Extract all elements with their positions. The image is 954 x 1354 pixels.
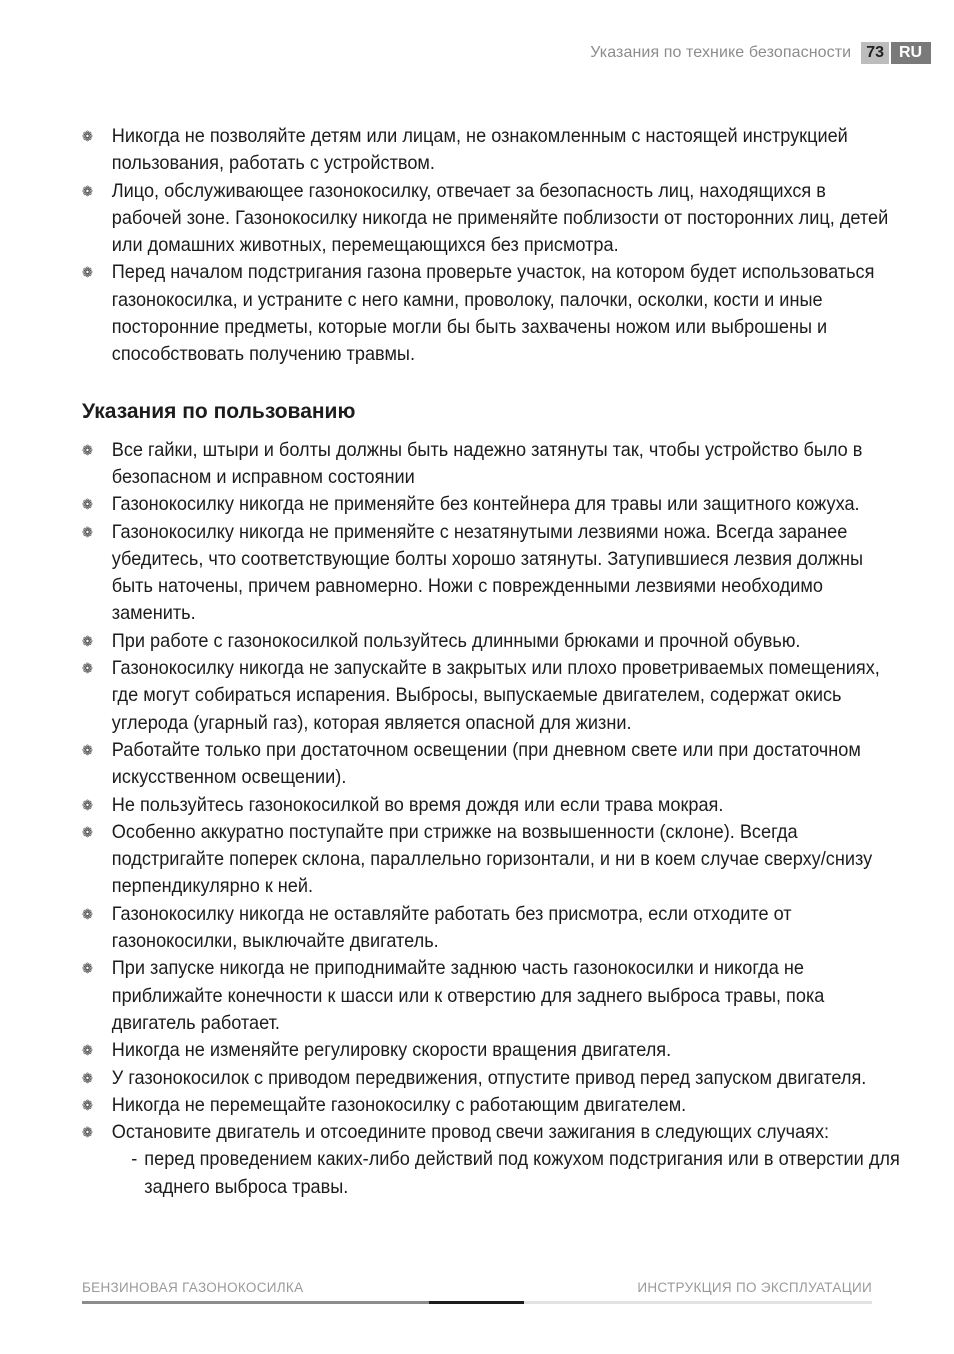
footer-rule-left	[82, 1301, 429, 1304]
gear-bullet-icon: ❁	[82, 632, 93, 649]
list-item: ❁ Газонокосилку никогда не применяйте с незатянутыми лезвиями ножа. Всегда заранее убедитесь, что соответствующие болты хорошо затянуты. Затупившиеся лезвия должны быть наточены, причем равномерно. Ножи с поврежденными лезвиями необходимо заменить.	[82, 520, 864, 625]
page-footer	[82, 1280, 872, 1310]
gear-bullet-icon: ❁	[82, 741, 93, 758]
gear-bullet-icon: ❁	[82, 264, 93, 281]
footer-product-name: БЕНЗИНОВАЯ ГАЗОНОКОСИЛКА	[82, 1280, 304, 1295]
dash-marker: -	[131, 1148, 138, 1171]
gear-bullet-icon: ❁	[82, 1069, 93, 1086]
gear-bullet-icon: ❁	[82, 496, 93, 513]
gear-bullet-icon: ❁	[82, 796, 93, 813]
list-item: ❁ Особенно аккуратно поступайте при стрижке на возвышенности (склоне). Всегда подстригайте поперек склона, параллельно горизонтали, и ни в коем случае сверху/снизу перпендикулярно к ней.	[82, 820, 873, 898]
gear-bullet-icon: ❁	[82, 523, 93, 540]
page-header	[590, 42, 931, 64]
gear-bullet-icon: ❁	[82, 823, 93, 840]
footer-document-type: ИНСТРУКЦИЯ ПО ЭКСПЛУАТАЦИИ	[637, 1280, 872, 1295]
list-item: ❁ Перед началом подстригания газона проверьте участок, на котором будет использоваться газонокосилка, и устраните с него камни, проволоку, палочки, осколки, кости и иные посторонние предметы, которые могли бы быть захвачены ножом или выброшены и способствовать получению травмы.	[82, 261, 875, 366]
list-item: ❁ Газонокосилку никогда не запускайте в закрытых или плохо проветриваемых помещениях, где могут собираться испарения. Выбросы, выпускаемые двигателем, содержат окись углерода (угарный газ), которая является опасной для жизни.	[82, 657, 880, 734]
footer-rule-center	[429, 1301, 524, 1304]
gear-bullet-icon: ❁	[82, 1042, 93, 1059]
list-item: ❁ Все гайки, штыри и болты должны быть надежно затянуты так, чтобы устройство было в безопасном и исправном состоянии	[82, 438, 863, 488]
list-item: ❁ Остановите двигатель и отсоедините провод свечи зажигания в следующих случаях:	[82, 1119, 888, 1146]
list-item: ❁ Работайте только при достаточном освещении (при дневном свете или при достаточном искусственном освещении).	[82, 738, 861, 789]
section-heading: Указания по пользованию	[82, 399, 356, 423]
usage-bullet-list	[82, 437, 880, 1147]
gear-bullet-icon: ❁	[82, 128, 93, 144]
language-badge: RU	[891, 42, 931, 64]
sub-list-item: - перед проведением каких-либо действий под кожухом подстригания или в отверстии для заднего выброса травы.	[131, 1148, 900, 1198]
list-item: ❁ Никогда не позволяйте детям или лицам, не ознакомленным с настоящей инструкцией пользования, работать с устройством.	[82, 125, 848, 175]
gear-bullet-icon: ❁	[82, 905, 93, 922]
list-item: ❁ Газонокосилку никогда не оставляйте работать без присмотра, если отходите от газонокосилки, выключайте двигатель.	[82, 902, 792, 953]
list-item: ❁ При запуске никогда не приподнимайте заднюю часть газонокосилки и никогда не приближайте конечности к шасси или к отверстию для заднего выброса травы, пока двигатель работает.	[82, 957, 825, 1034]
list-item: ❁ Никогда не изменяйте регулировку скорости вращения двигателя.	[82, 1037, 888, 1064]
main-content	[82, 123, 900, 1201]
header-title: Указания по технике безопасности	[590, 44, 852, 61]
gear-bullet-icon: ❁	[82, 182, 93, 199]
gear-bullet-icon: ❁	[82, 1096, 93, 1113]
list-item: ❁ При работе с газонокосилкой пользуйтесь длинными брюками и прочной обувью.	[82, 628, 888, 655]
list-item: ❁ У газонокосилок с приводом передвижения, отпустите привод перед запуском двигателя.	[82, 1065, 888, 1092]
list-item: ❁ Не пользуйтесь газонокосилкой во время дождя или если трава мокрая.	[82, 792, 888, 819]
gear-bullet-icon: ❁	[82, 960, 93, 977]
list-item: ❁ Газонокосилку никогда не применяйте без контейнера для травы или защитного кожуха.	[82, 491, 888, 518]
gear-bullet-icon: ❁	[82, 441, 93, 458]
list-item: ❁ Никогда не перемещайте газонокосилку с работающим двигателем.	[82, 1092, 888, 1119]
gear-bullet-icon: ❁	[82, 1124, 93, 1141]
list-item: ❁ Лицо, обслуживающее газонокосилку, отвечает за безопасность лиц, находящихся в рабочей зоне. Газонокосилку никогда не применяйте поблизости от посторонних лиц, детей или домашних животных, перемещающихся без присмотра.	[82, 179, 889, 257]
page-number: 73	[861, 42, 889, 64]
footer-rule-right	[524, 1301, 872, 1304]
intro-bullet-list	[82, 123, 889, 369]
gear-bullet-icon: ❁	[82, 660, 93, 677]
